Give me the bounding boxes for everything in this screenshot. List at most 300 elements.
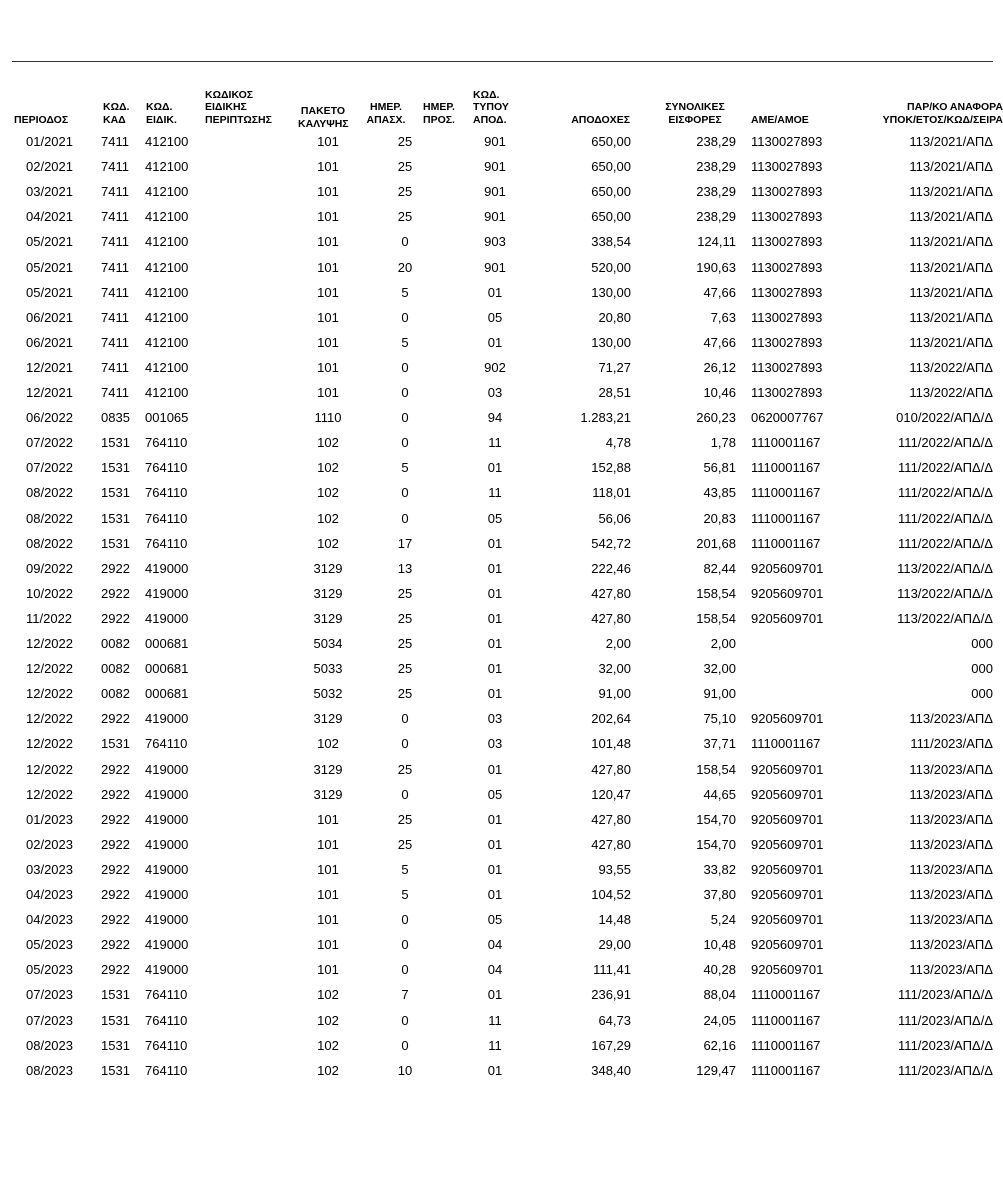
cell-earnings: 650,00 [591,159,631,175]
cell-contrib: 124,11 [697,234,736,250]
cell-earnings: 29,00 [598,937,631,953]
cell-period: 12/2022 [26,736,73,752]
cell-kad: 7411 [101,134,129,149]
cell-eidik: 764110 [145,485,188,501]
cell-kad: 0082 [101,636,130,651]
cell-package: 3129 [313,711,343,727]
cell-contrib: 238,29 [696,134,736,149]
cell-ame: 9205609701 [751,912,824,928]
cell-eidik: 412100 [145,385,189,400]
cell-days: 25 [397,209,413,225]
cell-ame: 9205609701 [751,937,824,953]
cell-package: 102 [317,435,339,451]
cell-earnings: 167,29 [591,1037,631,1053]
cell-days: 17 [397,535,413,551]
cell-eidik: 412100 [145,309,189,325]
cell-days: 5 [401,284,409,300]
cell-contrib: 158,54 [696,610,736,626]
cell-ame: 1130027893 [751,309,823,325]
cell-ref: 113/2023/ΑΠΔ [909,786,993,802]
cell-earnings: 1.283,21 [580,410,631,426]
cell-eidik: 764110 [145,1012,188,1028]
header-type-line: ΑΠΟΔ. [473,113,507,126]
cell-ame: 1110001167 [751,535,821,551]
header-days_emp [366,101,406,126]
cell-earnings: 338,54 [591,234,631,250]
header-rule [12,61,993,62]
cell-kad: 1531 [101,1062,130,1078]
cell-earnings: 650,00 [591,184,631,200]
cell-ame: 1110001167 [751,1037,821,1053]
cell-contrib: 1,78 [710,435,736,451]
cell-kad: 1531 [101,510,130,526]
cell-eidik: 419000 [145,761,189,777]
cell-kad: 7411 [101,259,129,275]
header-days_ins [420,101,458,126]
cell-earnings: 542,72 [591,535,631,551]
cell-period: 10/2022 [26,585,73,601]
cell-type: 903 [484,234,506,250]
cell-earnings: 348,40 [591,1062,631,1078]
header-case [205,89,272,127]
cell-kad: 2922 [101,912,130,928]
cell-days: 0 [401,435,409,451]
cell-eidik: 764110 [145,535,188,551]
cell-ame: 1110001167 [751,435,821,451]
cell-days: 5 [401,334,409,350]
header-case-line: ΠΕΡΙΠΤΩΣΗΣ [205,113,272,126]
cell-eidik: 000681 [145,661,189,677]
cell-package: 101 [317,259,339,275]
cell-eidik: 412100 [145,134,189,149]
cell-type: 05 [487,786,503,802]
cell-ame: 1130027893 [751,259,823,275]
cell-ref: 113/2022/ΑΠΔ/Δ [897,585,993,601]
cell-package: 101 [317,385,339,400]
cell-earnings: 427,80 [591,761,631,777]
cell-eidik: 419000 [145,962,189,978]
header-days_emp-line: ΗΜΕΡ. [370,101,402,113]
cell-type: 901 [484,209,506,225]
cell-ame: 9205609701 [751,560,824,576]
cell-eidik: 001065 [145,410,189,426]
cell-eidik: 412100 [145,159,189,175]
cell-ref: 113/2022/ΑΠΔ/Δ [897,610,993,626]
cell-period: 12/2022 [26,786,73,802]
cell-period: 12/2022 [26,661,73,677]
cell-kad: 1531 [101,987,130,1003]
cell-type: 901 [484,184,506,200]
cell-package: 5032 [313,686,343,702]
cell-package: 102 [317,510,339,526]
cell-period: 06/2021 [26,309,73,325]
cell-ref: 000 [971,661,993,677]
cell-package: 5033 [313,661,343,677]
cell-period: 05/2023 [26,962,73,978]
cell-type: 03 [487,711,503,727]
cell-period: 03/2021 [26,184,73,200]
cell-eidik: 764110 [145,435,188,451]
cell-period: 12/2022 [26,686,73,702]
cell-ame: 1130027893 [751,284,823,300]
cell-period: 02/2021 [26,159,73,175]
cell-kad: 2922 [101,585,130,601]
cell-days: 0 [401,736,409,752]
cell-contrib: 37,80 [703,887,736,902]
cell-earnings: 104,52 [591,887,631,902]
cell-eidik: 419000 [145,937,189,953]
cell-ref: 113/2021/ΑΠΔ [909,334,993,350]
cell-type: 901 [484,259,506,275]
cell-earnings: 427,80 [591,610,631,626]
cell-kad: 7411 [101,334,129,350]
cell-ame: 1130027893 [751,209,823,225]
cell-kad: 7411 [101,359,129,375]
cell-kad: 7411 [101,385,129,400]
header-earnings [555,114,630,127]
cell-ref: 113/2021/ΑΠΔ [909,259,993,275]
cell-ame: 9205609701 [751,962,824,978]
cell-eidik: 764110 [145,510,188,526]
cell-contrib: 158,54 [696,585,736,601]
cell-ame: 9205609701 [751,585,824,601]
cell-ref: 113/2023/ΑΠΔ [909,962,993,978]
cell-earnings: 650,00 [591,209,631,225]
cell-eidik: 419000 [145,912,189,928]
cell-contrib: 88,04 [703,987,736,1003]
cell-eidik: 419000 [145,711,189,727]
cell-days: 25 [397,686,413,702]
cell-contrib: 260,23 [696,410,736,426]
cell-days: 5 [401,460,409,476]
cell-package: 3129 [313,585,343,601]
header-package [298,105,348,130]
cell-type: 01 [487,987,503,1003]
cell-earnings: 20,80 [598,309,631,325]
cell-type: 11 [488,485,502,501]
cell-earnings: 427,80 [591,811,631,827]
cell-days: 0 [401,786,409,802]
cell-days: 0 [401,309,409,325]
cell-ame: 1110001167 [751,1012,821,1028]
cell-contrib: 33,82 [703,861,736,877]
cell-type: 01 [487,460,503,476]
cell-period: 05/2023 [26,937,73,953]
cell-type: 01 [487,861,503,877]
header-type [473,89,509,127]
cell-ref: 000 [971,636,993,651]
cell-package: 101 [317,962,339,978]
cell-ame: 1130027893 [751,359,823,375]
cell-period: 07/2023 [26,1012,73,1028]
cell-kad: 0082 [101,686,130,702]
cell-period: 04/2021 [26,209,73,225]
cell-ref: 113/2021/ΑΠΔ [909,284,993,300]
cell-ame: 9205609701 [751,811,824,827]
cell-ame: 9205609701 [751,887,824,902]
header-ame-line: ΑΜΕ/ΑΜΟΕ [751,113,809,126]
cell-ref: 113/2022/ΑΠΔ [909,359,993,375]
cell-type: 11 [488,1012,502,1028]
cell-contrib: 154,70 [696,811,736,827]
cell-contrib: 26,12 [703,359,736,375]
cell-package: 101 [317,209,339,225]
cell-package: 101 [317,134,339,149]
cell-ame: 1130027893 [751,385,823,400]
cell-days: 25 [397,761,413,777]
cell-package: 101 [317,887,339,902]
cell-days: 25 [397,636,413,651]
cell-kad: 7411 [101,184,129,200]
cell-package: 101 [317,359,339,375]
cell-period: 08/2022 [26,535,73,551]
cell-kad: 7411 [101,159,129,175]
header-contrib [655,101,735,126]
cell-ame: 9205609701 [751,610,824,626]
cell-eidik: 419000 [145,811,189,827]
cell-period: 01/2021 [26,134,73,149]
header-type-line: ΤΥΠΟΥ [473,101,509,113]
cell-package: 3129 [313,560,343,576]
cell-earnings: 56,06 [598,510,631,526]
cell-type: 04 [487,937,503,953]
header-kad [103,101,129,126]
cell-eidik: 412100 [145,234,189,250]
cell-ame: 9205609701 [751,861,824,877]
cell-ref: 113/2023/ΑΠΔ [909,937,993,953]
cell-kad: 1531 [101,485,130,501]
cell-contrib: 20,83 [703,510,736,526]
cell-kad: 2922 [101,786,130,802]
cell-ref: 010/2022/ΑΠΔ/Δ [896,410,993,426]
cell-earnings: 2,00 [605,636,631,651]
cell-earnings: 28,51 [598,385,631,400]
cell-earnings: 14,48 [598,912,631,928]
cell-contrib: 238,29 [696,159,736,175]
cell-type: 01 [487,761,503,777]
header-eidik-line: ΕΙΔΙΚ. [146,113,177,126]
cell-ref: 113/2023/ΑΠΔ [909,761,993,777]
cell-package: 101 [317,334,339,350]
header-earnings-line: ΑΠΟΔΟΧΕΣ [571,113,630,126]
cell-type: 01 [487,686,503,702]
cell-eidik: 419000 [145,786,189,802]
cell-period: 07/2022 [26,460,73,476]
cell-type: 01 [487,585,503,601]
cell-kad: 1531 [101,736,130,752]
cell-kad: 1531 [101,435,130,451]
cell-eidik: 764110 [145,987,188,1003]
cell-contrib: 32,00 [703,661,736,677]
cell-earnings: 71,27 [598,359,631,375]
cell-type: 901 [484,134,506,149]
cell-ref: 113/2021/ΑΠΔ [909,209,993,225]
cell-contrib: 62,16 [703,1037,736,1053]
cell-eidik: 412100 [145,259,189,275]
cell-package: 101 [317,861,339,877]
cell-type: 01 [487,636,503,651]
cell-period: 11/2022 [26,610,73,626]
cell-days: 20 [397,259,413,275]
cell-type: 05 [487,912,503,928]
cell-period: 12/2021 [26,359,73,375]
cell-days: 0 [401,410,409,426]
cell-eidik: 419000 [145,585,189,601]
cell-kad: 0835 [101,410,130,426]
cell-period: 03/2023 [26,861,73,877]
cell-type: 01 [487,610,503,626]
cell-package: 102 [317,485,339,501]
cell-period: 09/2022 [26,560,73,576]
cell-period: 05/2021 [26,284,73,300]
cell-type: 01 [487,887,503,902]
cell-type: 03 [487,385,503,400]
cell-ref: 111/2022/ΑΠΔ/Δ [898,435,993,451]
cell-days: 0 [401,234,409,250]
cell-ref: 113/2023/ΑΠΔ [909,811,993,827]
cell-days: 0 [401,485,409,501]
cell-package: 101 [317,811,339,827]
cell-contrib: 201,68 [696,535,736,551]
cell-ame: 1130027893 [751,134,823,149]
header-ame [751,114,809,127]
cell-contrib: 56,81 [703,460,736,476]
cell-contrib: 129,47 [696,1062,736,1078]
cell-days: 0 [401,385,409,400]
cell-earnings: 236,91 [591,987,631,1003]
cell-eidik: 412100 [145,284,189,300]
cell-contrib: 10,46 [703,385,736,400]
cell-earnings: 93,55 [598,861,631,877]
cell-type: 11 [488,1037,502,1053]
header-kad-line: ΚΑΔ [103,113,126,126]
cell-kad: 7411 [101,284,129,300]
cell-kad: 2922 [101,836,130,852]
cell-kad: 2922 [101,711,130,727]
cell-days: 13 [397,560,413,576]
cell-period: 01/2023 [26,811,73,827]
cell-kad: 2922 [101,937,130,953]
cell-type: 01 [487,334,503,350]
cell-ref: 113/2023/ΑΠΔ [909,836,993,852]
cell-kad: 2922 [101,962,130,978]
cell-type: 01 [487,1062,503,1078]
cell-contrib: 7,63 [710,309,736,325]
cell-ref: 111/2022/ΑΠΔ/Δ [898,485,993,501]
cell-kad: 2922 [101,887,130,902]
cell-contrib: 158,54 [696,761,736,777]
cell-period: 12/2022 [26,761,73,777]
cell-type: 01 [487,535,503,551]
cell-earnings: 111,41 [593,962,631,978]
cell-period: 05/2021 [26,234,73,250]
cell-ame: 1110001167 [751,485,821,501]
cell-type: 05 [487,510,503,526]
cell-period: 07/2023 [26,987,73,1003]
cell-ame: 1130027893 [751,334,823,350]
cell-kad: 2922 [101,811,130,827]
cell-earnings: 91,00 [598,686,631,702]
cell-ref: 000 [971,686,993,702]
cell-contrib: 238,29 [696,209,736,225]
cell-kad: 1531 [101,1037,130,1053]
cell-days: 0 [401,937,409,953]
cell-eidik: 419000 [145,610,189,626]
cell-kad: 1531 [101,535,130,551]
cell-contrib: 91,00 [703,686,736,702]
cell-eidik: 764110 [145,736,188,752]
cell-contrib: 43,85 [703,485,736,501]
cell-package: 3129 [313,761,343,777]
cell-ref: 111/2023/ΑΠΔ [910,736,993,752]
cell-ref: 113/2023/ΑΠΔ [909,861,993,877]
header-days_ins-line: ΗΜΕΡ. [423,101,455,113]
cell-contrib: 44,65 [703,786,736,802]
header-package-line: ΠΑΚΕΤΟ [300,105,346,117]
cell-ame: 1110001167 [751,460,821,476]
header-period [14,114,68,127]
cell-type: 01 [487,836,503,852]
cell-days: 0 [401,1012,409,1028]
header-ref [843,101,1003,126]
cell-kad: 2922 [101,861,130,877]
cell-type: 01 [487,560,503,576]
cell-ref: 111/2022/ΑΠΔ/Δ [898,535,993,551]
header-contrib-line: ΣΥΝΟΛΙΚΕΣ [665,101,725,113]
cell-package: 102 [317,1012,339,1028]
cell-earnings: 130,00 [591,284,631,300]
cell-days: 25 [397,184,413,200]
cell-ame: 1110001167 [751,736,821,752]
cell-eidik: 412100 [145,359,189,375]
cell-period: 05/2021 [26,259,73,275]
header-ref-line: ΥΠΟΚ/ΕΤΟΣ/ΚΩΔ/ΣΕΙΡΑ [882,113,1003,126]
cell-ame: 1130027893 [751,159,823,175]
cell-type: 11 [488,435,502,451]
cell-period: 12/2022 [26,636,73,651]
cell-ref: 111/2023/ΑΠΔ/Δ [898,1062,993,1078]
cell-package: 102 [317,736,339,752]
cell-earnings: 64,73 [598,1012,631,1028]
cell-contrib: 5,24 [710,912,736,928]
cell-earnings: 520,00 [591,259,631,275]
cell-type: 01 [487,811,503,827]
header-package-line: ΚΑΛΥΨΗΣ [298,117,349,130]
cell-kad: 2922 [101,560,130,576]
cell-kad: 0082 [101,661,130,677]
cell-eidik: 412100 [145,184,189,200]
cell-period: 12/2022 [26,711,73,727]
cell-ame: 1130027893 [751,184,823,200]
cell-contrib: 10,48 [703,937,736,953]
cell-period: 08/2022 [26,485,73,501]
cell-earnings: 222,46 [591,560,631,576]
header-case-line: ΕΙΔΙΚΗΣ [205,101,247,113]
cell-eidik: 000681 [145,686,189,702]
cell-ame: 1130027893 [751,234,823,250]
cell-period: 07/2022 [26,435,73,451]
cell-ref: 111/2022/ΑΠΔ/Δ [898,510,993,526]
cell-eidik: 419000 [145,836,189,852]
cell-days: 25 [397,134,413,149]
cell-type: 05 [487,309,503,325]
cell-package: 1110 [314,410,342,426]
cell-package: 101 [317,184,339,200]
cell-ref: 113/2021/ΑΠΔ [909,184,993,200]
cell-type: 94 [487,410,503,426]
cell-days: 25 [397,159,413,175]
cell-package: 101 [317,159,339,175]
